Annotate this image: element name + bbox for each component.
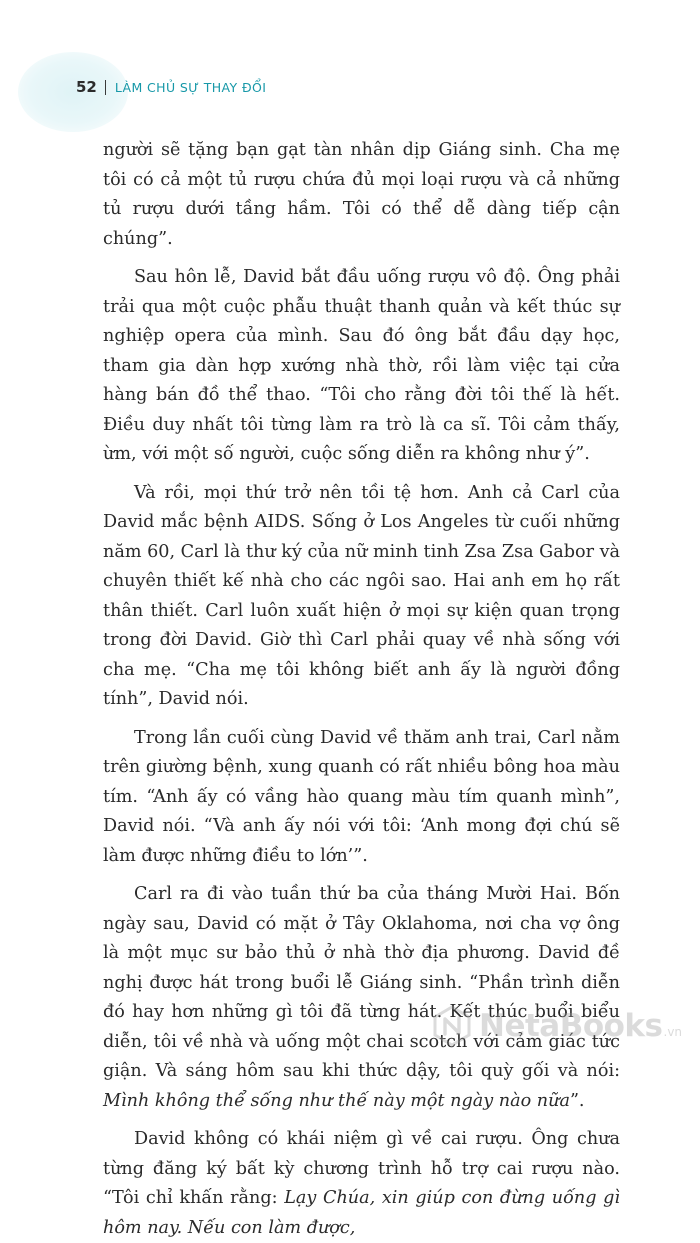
paragraph-6: [103, 1125, 620, 1243]
watermark-brand: NetaBooks: [479, 1008, 663, 1044]
watermark-suffix: .vn: [663, 1025, 683, 1039]
paragraph-2: Sau hôn lễ, David bắt đầu uống rượu vô độ. Ông phải trải qua một cuộc phẫu thuật thanh quản và kết thúc sự nghiệp opera của mình. Sau đó ông bắt đầu dạy học, tham gia dàn hợp xướng nhà thờ, rồi làm việc tại cửa hàng bán đồ thể thao. “Tôi cho rằng đời tôi thế là hết. Điều duy nhất tôi từng làm ra trò là ca sĩ. Tôi cảm thấy, ừm, với một số người, cuộc sống diễn ra không như ý”.: [103, 267, 620, 464]
paragraph-5-text: Carl ra đi vào tuần thứ ba của tháng Mười Hai. Bốn ngày sau, David có mặt ở Tây Oklahoma, nơi cha vợ ông là một mục sư bảo thủ ở nhà thờ địa phương. David đề nghị được hát trong buổi lễ Giáng sinh. “Phần trình diễn đó hay hơn những gì tôi đã từng hát. Kết thúc buổi biểu diễn, tôi về nhà và uống một chai scotch với cảm giác tức giận. Và sáng hôm sau khi thức dậy, tôi quỳ gối và nói:: [103, 884, 620, 1081]
page-number: 52: [76, 78, 97, 96]
paragraph-5: [103, 880, 620, 1116]
paragraph-3: Và rồi, mọi thứ trở nên tồi tệ hơn. Anh cả Carl của David mắc bệnh AIDS. Sống ở Los Angeles từ cuối những năm 60, Carl là thư ký của nữ minh tinh Zsa Zsa Gabor và chuyên thiết kế nhà cho các ngôi sao. Hai anh em họ rất thân thiết. Carl luôn xuất hiện ở mọi sự kiện quan trọng trong đời David. Giờ thì Carl phải quay về nhà sống với cha mẹ. “Cha mẹ tôi không biết anh ấy là người đồng tính”, David nói.: [103, 482, 621, 709]
netabooks-logo-icon: [430, 1004, 474, 1048]
chapter-title: LÀM CHỦ SỰ THAY ĐỔI: [114, 79, 267, 95]
paragraph-1: người sẽ tặng bạn gạt tàn nhân dịp Giáng sinh. Cha mẹ tôi có cả một tủ rượu chứa đủ mọi loại rượu và cả những tủ rượu dưới tầng hầm. Tôi có thể dễ dàng tiếp cận chúng”.: [103, 140, 620, 249]
watermark: [430, 1004, 682, 1048]
paragraph-4: Trong lần cuối cùng David về thăm anh trai, Carl nằm trên giường bệnh, xung quanh có rất nhiều bông hoa màu tím. “Anh ấy có vầng hào quang màu tím quanh mình”, David nói. “Và anh ấy nói với tôi: ‘Anh mong đợi chú sẽ làm được những điều to lớn’”.: [103, 727, 620, 866]
header-divider: [105, 80, 106, 95]
paragraph-5-tail: ”.: [569, 1090, 585, 1111]
body-text: [103, 136, 620, 1243]
running-header: [76, 78, 266, 96]
paragraph-6-italic: Lạy Chúa, xin giúp con đừng uống gì hôm nay. Nếu con làm được,: [103, 1188, 620, 1238]
paragraph-6-text: David không có khái niệm gì về cai rượu. Ông chưa từng đăng ký bất kỳ chương trình hỗ trợ cai rượu nào. “Tôi chỉ khấn rằng:: [103, 1129, 620, 1208]
paragraph-5-italic: Mình không thể sống như thế này một ngày nào nữa: [103, 1090, 570, 1111]
